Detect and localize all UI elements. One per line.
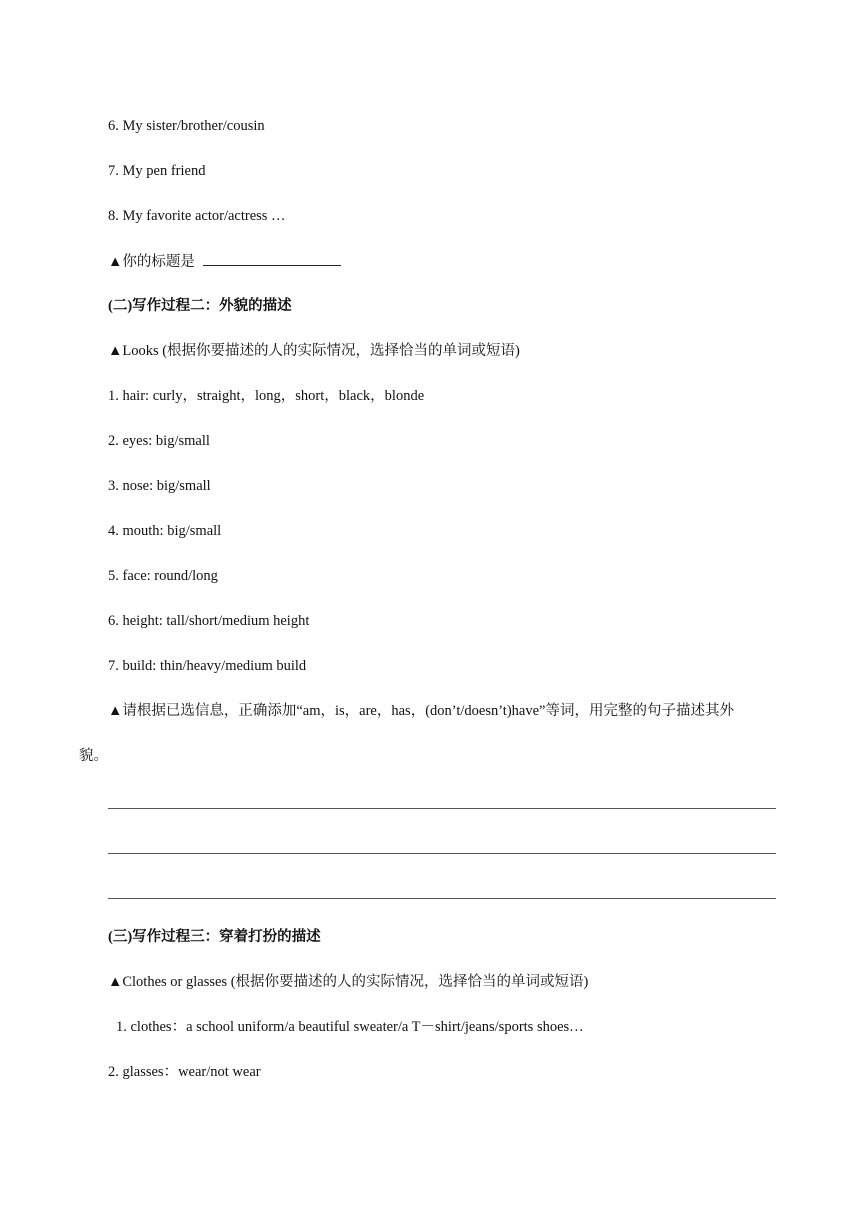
option-pen-friend: 7. My pen friend (108, 163, 206, 179)
appearance-instruction: ▲请根据已选信息，正确添加“am，is，are，has，(don’t/doesn’t)have”等词，用完整的句子描述其外 (108, 703, 734, 719)
appearance-instruction-continued: 貌。 (79, 748, 108, 764)
looks-hair: 1. hair: curly，straight，long，short，black，blonde (108, 388, 425, 404)
title-prompt-label: ▲你的标题是 (108, 254, 195, 270)
title-prompt-row (108, 251, 341, 272)
looks-face: 5. face: round/long (108, 568, 218, 584)
clothes-intro: ▲Clothes or glasses (根据你要描述的人的实际情况，选择恰当的单词或短语) (108, 974, 589, 990)
glasses-options: 2. glasses：wear/not wear (108, 1064, 261, 1080)
looks-eyes: 2. eyes: big/small (108, 433, 210, 449)
section-2-heading: (二)写作过程二：外貌的描述 (108, 298, 292, 314)
clothes-options: 1. clothes：a school uniform/a beautiful sweater/a T－shirt/jeans/sports shoes… (116, 1019, 584, 1035)
looks-nose: 3. nose: big/small (108, 478, 211, 494)
looks-mouth: 4. mouth: big/small (108, 523, 222, 539)
answer-line-1[interactable] (108, 808, 776, 809)
answer-line-3[interactable] (108, 898, 776, 899)
option-sister-brother-cousin: 6. My sister/brother/cousin (108, 118, 265, 134)
section-3-heading: (三)写作过程三：穿着打扮的描述 (108, 929, 321, 945)
looks-intro: ▲Looks (根据你要描述的人的实际情况，选择恰当的单词或短语) (108, 343, 520, 359)
option-favorite-actor: 8. My favorite actor/actress … (108, 208, 286, 224)
title-blank-field[interactable] (203, 251, 341, 266)
answer-line-2[interactable] (108, 853, 776, 854)
looks-build: 7. build: thin/heavy/medium build (108, 658, 307, 674)
looks-height: 6. height: tall/short/medium height (108, 613, 310, 629)
